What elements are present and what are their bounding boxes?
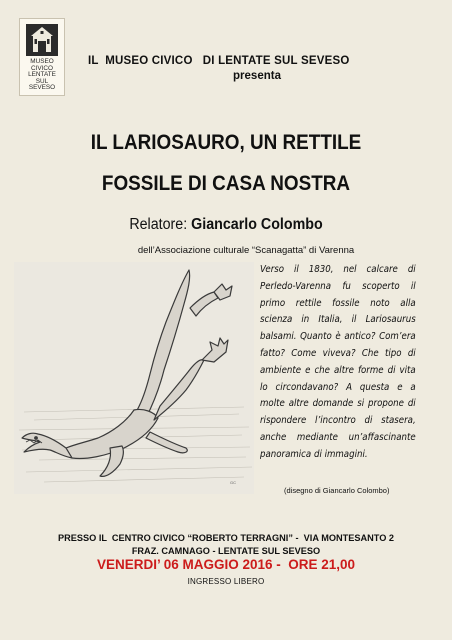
organizer-line: IL MUSEO CIVICO DI LENTATE SUL SEVESO xyxy=(88,55,350,67)
presents-line: presenta xyxy=(233,70,281,82)
title-line-2: FOSSILE DI CASA NOSTRA xyxy=(101,172,351,195)
drawing-signature: GC xyxy=(230,480,236,485)
lariosaurus-drawing xyxy=(14,262,254,494)
drawing-credit: (disegno di Giancarlo Colombo) xyxy=(284,486,390,495)
logo-line: LENTATE xyxy=(28,71,56,79)
description-paragraph xyxy=(260,262,416,464)
event-location: PRESSO IL CENTRO CIVICO “ROBERTO TERRAGNI” - VIA MONTESANTO 2 xyxy=(57,533,395,543)
logo-line: CIVICO xyxy=(30,64,53,72)
logo-line: SEVESO xyxy=(28,84,56,92)
museum-logo xyxy=(19,18,65,96)
species-name: Lariosaurus balsami xyxy=(260,314,416,343)
speaker-label: Relatore: xyxy=(129,216,188,233)
logo-line: MUSEO xyxy=(30,58,54,65)
speaker-name: Giancarlo Colombo xyxy=(191,216,323,233)
description-part-1: Verso il 1830, nel calcare di Perledo-Varenna fu scoperto il primo rettile fossile noto alla scienza in Italia, il xyxy=(260,264,416,326)
logo-line: SUL xyxy=(35,77,49,85)
museum-building-icon xyxy=(26,24,58,56)
admission-note: INGRESSO LIBERO xyxy=(187,577,265,586)
event-area: FRAZ. CAMNAGO - LENTATE SUL SEVESO xyxy=(131,546,321,556)
description-part-2: . Quanto è antico? Com’era fatto? Come viveva? Che tipo di ambiente e che altre forme di vita lo circondavano? A questa e a molte altre domande si propone di rispondere l’incontro di stasera, anche mediante un’affascinante panoramica di immagini. xyxy=(260,331,416,460)
speaker-line xyxy=(18,216,434,234)
title-line-1: IL LARIOSAURO, UN RETTILE xyxy=(90,131,362,154)
association-line: dell’Associazione culturale “Scanagatta” di Varenna xyxy=(137,245,355,256)
event-datetime: VENERDI’ 06 MAGGIO 2016 - ORE 21,00 xyxy=(96,557,356,572)
